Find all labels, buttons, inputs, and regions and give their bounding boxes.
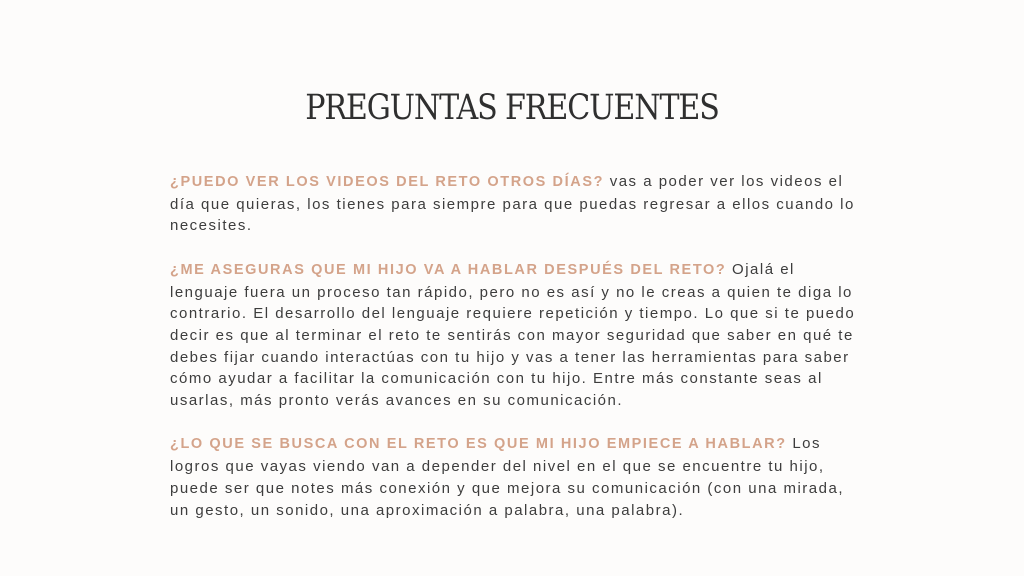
page-title: PREGUNTAS FRECUENTES <box>305 88 719 128</box>
faq-question: ¿ME ASEGURAS QUE MI HIJO VA A HABLAR DESPUÉS DEL RETO? <box>170 261 727 278</box>
faq-answer: Los logros que vayas viendo van a depender del nivel en el que se encuentre tu hijo, puede ser que notes más conexión y que mejora su comunicación (con una mirada, un gesto, un sonido, una aproximación a palabra, una palabra). <box>170 435 844 519</box>
faq-question: ¿LO QUE SE BUSCA CON EL RETO ES QUE MI HIJO EMPIECE A HABLAR? <box>170 436 793 453</box>
faq-item-hablar-despues <box>170 259 860 412</box>
faq-list <box>170 171 860 543</box>
faq-answer: Ojalá el lenguaje fuera un proceso tan rápido, pero no es así y no le creas a quien te diga lo contrario. El desarrollo del lenguaje requiere repetición y tiempo. Lo que si te puedo decir es que al terminar el reto te sentirás con mayor seguridad que saber en qué te debes fijar cuando interactúas con tu hijo y vas a tener las herramientas para saber cómo ayudar a facilitar la comunicación con tu hijo. Entre más constante seas al usarlas, más pronto verás avances en su comunicación. <box>170 260 856 410</box>
faq-answer: vas a poder ver los videos el día que quieras, los tienes para siempre para que puedas regresar a ellos cuando lo necesites. <box>170 173 855 235</box>
faq-item-videos <box>170 171 860 237</box>
faq-question: ¿PUEDO VER LOS VIDEOS DEL RETO OTROS DÍAS? <box>170 174 610 190</box>
faq-item-objetivo-reto <box>170 433 860 521</box>
